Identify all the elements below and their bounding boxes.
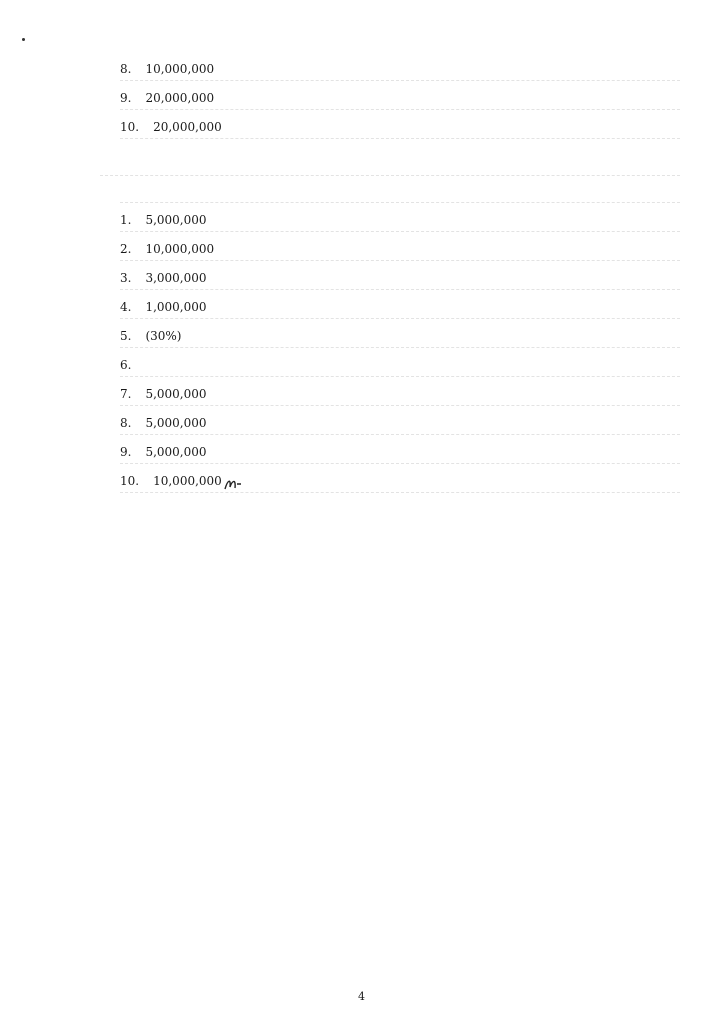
- item-number: 3.: [120, 271, 132, 285]
- article-8-item: [120, 296, 680, 319]
- fine-amount: 20,000,000: [145, 91, 215, 105]
- article-8-heading: [100, 153, 680, 176]
- fine-amount: 5,000,000: [145, 387, 207, 401]
- item-number: 1.: [120, 213, 132, 227]
- article-8-item: [120, 383, 680, 406]
- article-7-items: [120, 58, 680, 139]
- fine-amount: 5,000,000: [145, 416, 207, 430]
- article-8-item: [120, 470, 680, 493]
- article-8-item: [120, 209, 680, 232]
- scan-mark: [22, 38, 25, 41]
- item-number: 2.: [120, 242, 132, 256]
- item-number: 10.: [120, 474, 140, 488]
- article-7-item: [120, 58, 680, 81]
- fine-amount: 20,000,000: [153, 120, 222, 134]
- article-8-item: [120, 441, 680, 464]
- item-number: 9.: [120, 445, 132, 459]
- article-8-item: [120, 354, 680, 377]
- article-8-items: [120, 209, 680, 493]
- item-number: 9.: [120, 91, 132, 105]
- fine-amount: 5,000,000: [145, 445, 207, 459]
- fine-amount: 10,000,000: [153, 474, 222, 488]
- article-8-item: [120, 267, 680, 290]
- article-8-intro: [120, 180, 680, 203]
- handwritten-initials: [222, 475, 244, 489]
- article-7-item: [120, 116, 680, 139]
- item-number: 8.: [120, 416, 132, 430]
- item-number: 4.: [120, 300, 132, 314]
- article-7-item: [120, 87, 680, 110]
- document-body: [120, 58, 680, 499]
- item-number: 5.: [120, 329, 132, 343]
- article-8-item: [120, 238, 680, 261]
- fine-amount: 3,000,000: [145, 271, 207, 285]
- article-8-item: [120, 325, 680, 348]
- item-number: 10.: [120, 120, 140, 134]
- page-number: 4: [358, 990, 365, 1003]
- fine-amount: 1,000,000: [145, 300, 207, 314]
- fine-amount: 10,000,000: [145, 242, 215, 256]
- item-number: 8.: [120, 62, 132, 76]
- fine-amount: 10,000,000: [145, 62, 215, 76]
- fine-amount: (30%): [145, 329, 182, 343]
- article-8-item: [120, 412, 680, 435]
- item-number: 7.: [120, 387, 132, 401]
- item-number: 6.: [120, 358, 132, 372]
- fine-amount: 5,000,000: [145, 213, 207, 227]
